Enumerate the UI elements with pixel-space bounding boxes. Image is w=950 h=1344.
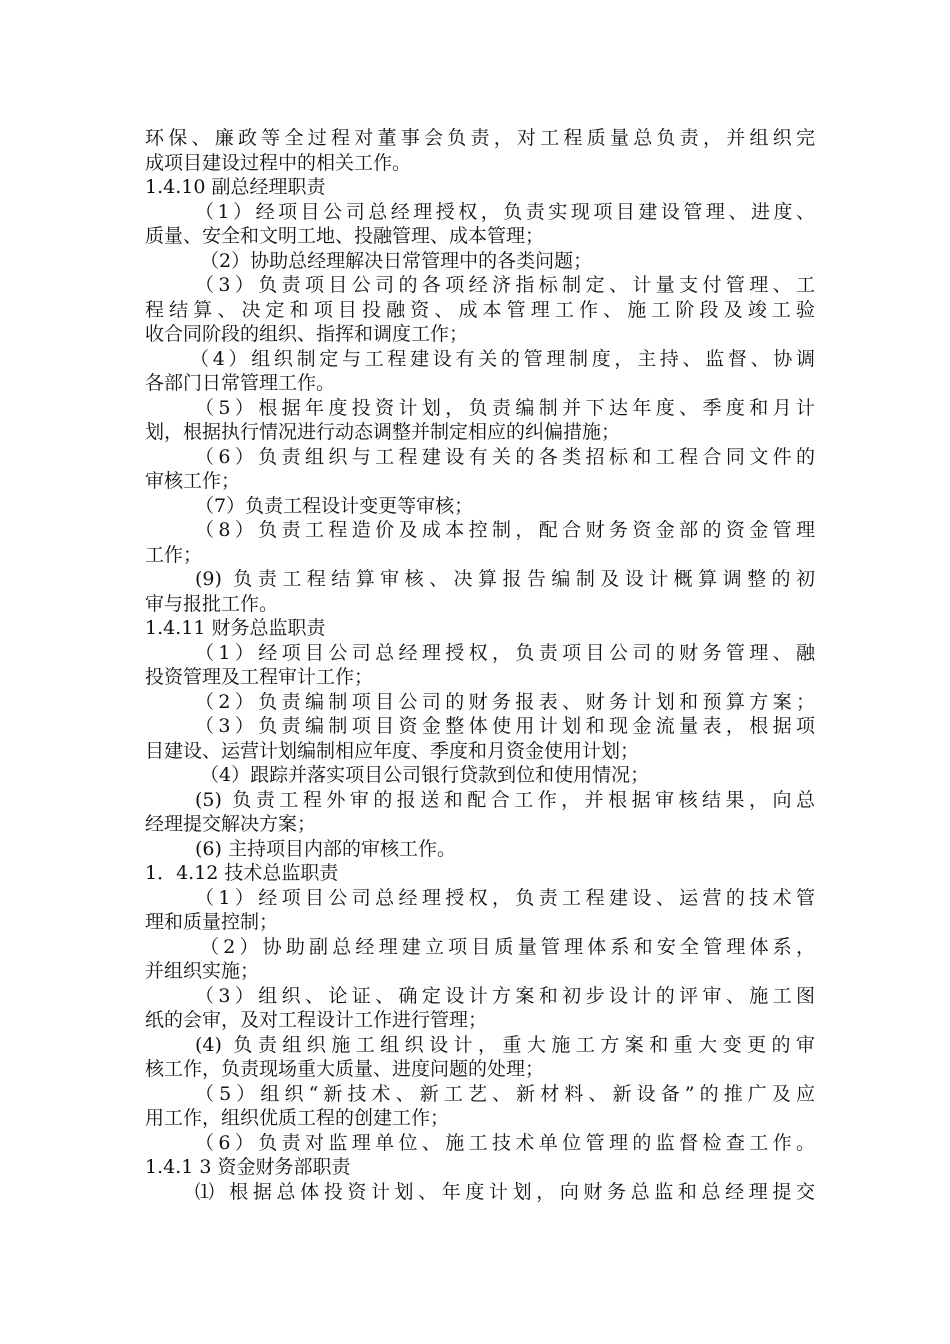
text-line: 审与报批工作。	[145, 592, 279, 615]
text-line: （1）经项目公司总经理授权，负责实现项目建设管理、进度、	[195, 200, 815, 223]
text-line: （8）负责工程造价及成本控制，配合财务资金部的资金管理	[195, 519, 815, 541]
text-line: 划，根据执行情况进行动态调整并制定相应的纠偏措施；	[145, 421, 621, 443]
text-line: ⑴ 根据总体投资计划、年度计划，向财务总监和总经理提交	[195, 1180, 815, 1203]
text-line: 1．4.12 技术总监职责	[145, 862, 339, 884]
document-body	[145, 126, 815, 1204]
text-line: 各部门日常管理工作。	[145, 372, 336, 394]
text-line: 质量、安全和文明工地、投融管理、成本管理；	[145, 225, 545, 247]
text-line: （1）经项目公司总经理授权，负责项目公司的财务管理、融	[195, 641, 815, 664]
text-line: 经理提交解决方案；	[145, 813, 317, 835]
text-line: （6）负责组织与工程建设有关的各类招标和工程合同文件的	[195, 445, 815, 468]
text-line: 纸的会审，及对工程设计工作进行管理；	[145, 1009, 488, 1031]
text-line: 收合同阶段的组织、指挥和调度工作；	[145, 323, 469, 345]
text-line: 1.4.11 财务总监职责	[145, 617, 326, 639]
text-line: 理和质量控制；	[145, 911, 279, 933]
text-line: 核工作，负责现场重大质量、进度问题的处理；	[145, 1058, 545, 1080]
text-line: （2）协助副总经理建立项目质量管理体系和安全管理体系，	[200, 935, 815, 958]
text-line: （7）负责工程设计变更等审核；	[195, 494, 474, 517]
text-line: 程结算、决定和项目投融资、成本管理工作、施工阶段及竣工验	[145, 298, 815, 321]
text-line: （6）负责对监理单位、施工技术单位管理的监督检查工作。	[195, 1131, 815, 1154]
text-line: 用工作，组织优质工程的创建工作；	[145, 1107, 450, 1129]
text-line: 目建设、运营计划编制相应年度、季度和月资金使用计划；	[145, 739, 640, 762]
text-line: 1.4.1 3 资金财务部职责	[145, 1156, 351, 1178]
text-line: (5) 负责工程外审的报送和配合工作，并根据审核结果，向总	[195, 788, 815, 811]
text-line: （4）组织制定与工程建设有关的管理制度，主持、监督、协调	[190, 347, 815, 370]
text-line: （3）负责项目公司的各项经济指标制定、计量支付管理、工	[195, 274, 815, 296]
text-line: （5）组织“新技术、新工艺、新材料、新设备”的推广及应	[195, 1082, 815, 1105]
text-line: (6) 主持项目内部的审核工作。	[195, 837, 456, 860]
text-line: 投资管理及工程审计工作；	[145, 666, 374, 688]
text-line: 成项目建设过程中的相关工作。	[145, 151, 412, 174]
text-line: （1）经项目公司总经理授权，负责工程建设、运营的技术管	[195, 886, 815, 909]
text-line: 审核工作；	[145, 470, 241, 492]
text-line: （2）协助总经理解决日常管理中的各类问题；	[200, 249, 593, 272]
text-line: （2）负责编制项目公司的财务报表、财务计划和预算方案；	[195, 690, 815, 713]
text-line: （3）负责编制项目资金整体使用计划和现金流量表，根据项	[195, 715, 815, 737]
text-line: (9) 负责工程结算审核、决算报告编制及设计概算调整的初	[195, 568, 815, 590]
text-line: 并组织实施；	[145, 960, 260, 982]
text-line: （4）跟踪并落实项目公司银行贷款到位和使用情况；	[200, 764, 650, 786]
text-line: （5）根据年度投资计划，负责编制并下达年度、季度和月计	[195, 396, 815, 419]
text-line: 工作；	[145, 543, 203, 566]
text-line: (4) 负责组织施工组织设计，重大施工方案和重大变更的审	[195, 1033, 815, 1056]
text-line: 环保、廉政等全过程对董事会负责，对工程质量总负责，并组织完	[145, 127, 815, 149]
text-line: （3）组织、论证、确定设计方案和初步设计的评审、施工图	[195, 984, 815, 1007]
text-line: 1.4.10 副总经理职责	[145, 176, 326, 198]
